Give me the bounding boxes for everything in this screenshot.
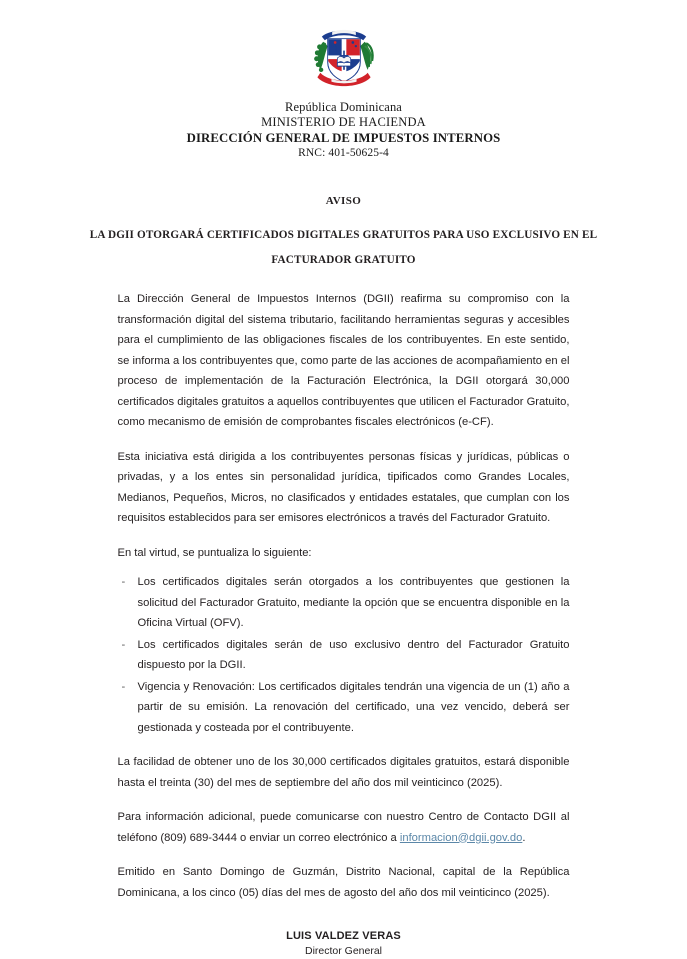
contact-text-after: . [522, 831, 526, 844]
notice-label: AVISO [325, 195, 362, 207]
signature-block [118, 929, 570, 959]
bullet-dash-icon: - [121, 576, 126, 588]
contact-text-before: Para información adicional, puede comunicarse con nuestro Centro de Contacto DGII al teléfono (809) 689-3444 o enviar un correo electrónico a [117, 811, 570, 844]
dominican-republic-coat-of-arms-icon [307, 24, 381, 92]
agency-name: DIRECCIÓN GENERAL DE IMPUESTOS INTERNOS [186, 131, 501, 145]
paragraph-scope: Esta iniciativa está dirigida a los contribuyentes personas físicas y jurídicas, públicas o privadas, y a los entes sin personalidad jurídica, tipificados como Grandes Locales, Medianos, Pequeños, Micros, no clasificados y entidades estatales, que cumplan con los requisitos establecidos para ser emisores electrónicos a través del Facturador Gratuito. [117, 450, 570, 524]
signatory-name: LUIS VALDEZ VERAS [286, 930, 401, 942]
list-item-text: Los certificados digitales serán de uso exclusivo dentro del Facturador Gratuito dispuesto por la DGII. [137, 638, 570, 671]
list-lead-in: En tal virtud, se puntualiza lo siguiente: [117, 546, 312, 559]
email-link[interactable]: informacion@dgii.gov.do [399, 831, 523, 844]
bullet-dash-icon: - [121, 680, 126, 693]
document-body [118, 273, 570, 959]
ministry-name: MINISTERIO DE HACIENDA [261, 115, 426, 129]
paragraph-issued: Emitido en Santo Domingo de Guzmán, Distrito Nacional, capital de la República Dominicana, a los cinco (05) días del mes de agosto del año dos mil veinticinco (2025). [117, 866, 570, 899]
crest-container [0, 0, 687, 92]
paragraph-deadline: La facilidad de obtener uno de los 30,000 certificados digitales gratuitos, estará disponible hasta el treinta (30) del mes de septiembre del año dos mil veinticinco (2025). [117, 756, 570, 789]
list-item [118, 677, 570, 739]
signatory-role: Director General [304, 945, 383, 957]
rnc-number: RNC: 401-50625-4 [298, 147, 389, 159]
list-item [118, 572, 570, 634]
country-name: República Dominicana [285, 100, 402, 114]
list-item-text: Vigencia y Renovación: Los certificados digitales tendrán una vigencia de un (1) año a partir de su emisión. La renovación del certificado, una vez vencido, deberá ser gestionada y costeada por el contribuyente. [137, 680, 570, 734]
list-item-text: Los certificados digitales serán otorgados a los contribuyentes que gestionen la solicitud del Facturador Gratuito, mediante la opción que se encuentra disponible en la Oficina Virtual (OFV). [137, 576, 570, 629]
paragraph-intro: La Dirección General de Impuestos Internos (DGII) reafirma su compromiso con la transformación digital del sistema tributario, facilitando herramientas seguras y accesibles para el cumplimiento de las obligaciones fiscales de los contribuyentes. En este sentido, se informa a los contribuyentes que, como parte de las acciones de acompañamiento en el proceso de implementación de la Facturación Electrónica, la DGII otorgará 30,000 certificados digitales gratuitos a aquellos contribuyentes que utilicen el Facturador Gratuito, como mecanismo de emisión de comprobantes fiscales electrónicos (e-CF). [117, 293, 570, 428]
points-list [118, 572, 570, 738]
notice-title: LA DGII OTORGARÁ CERTIFICADOS DIGITALES GRATUITOS PARA USO EXCLUSIVO EN EL FACTURADOR GRATUITO [89, 229, 598, 266]
paragraph-contact [118, 807, 570, 848]
bullet-dash-icon: - [121, 638, 126, 651]
organization-header [0, 100, 687, 161]
list-item [118, 635, 570, 676]
